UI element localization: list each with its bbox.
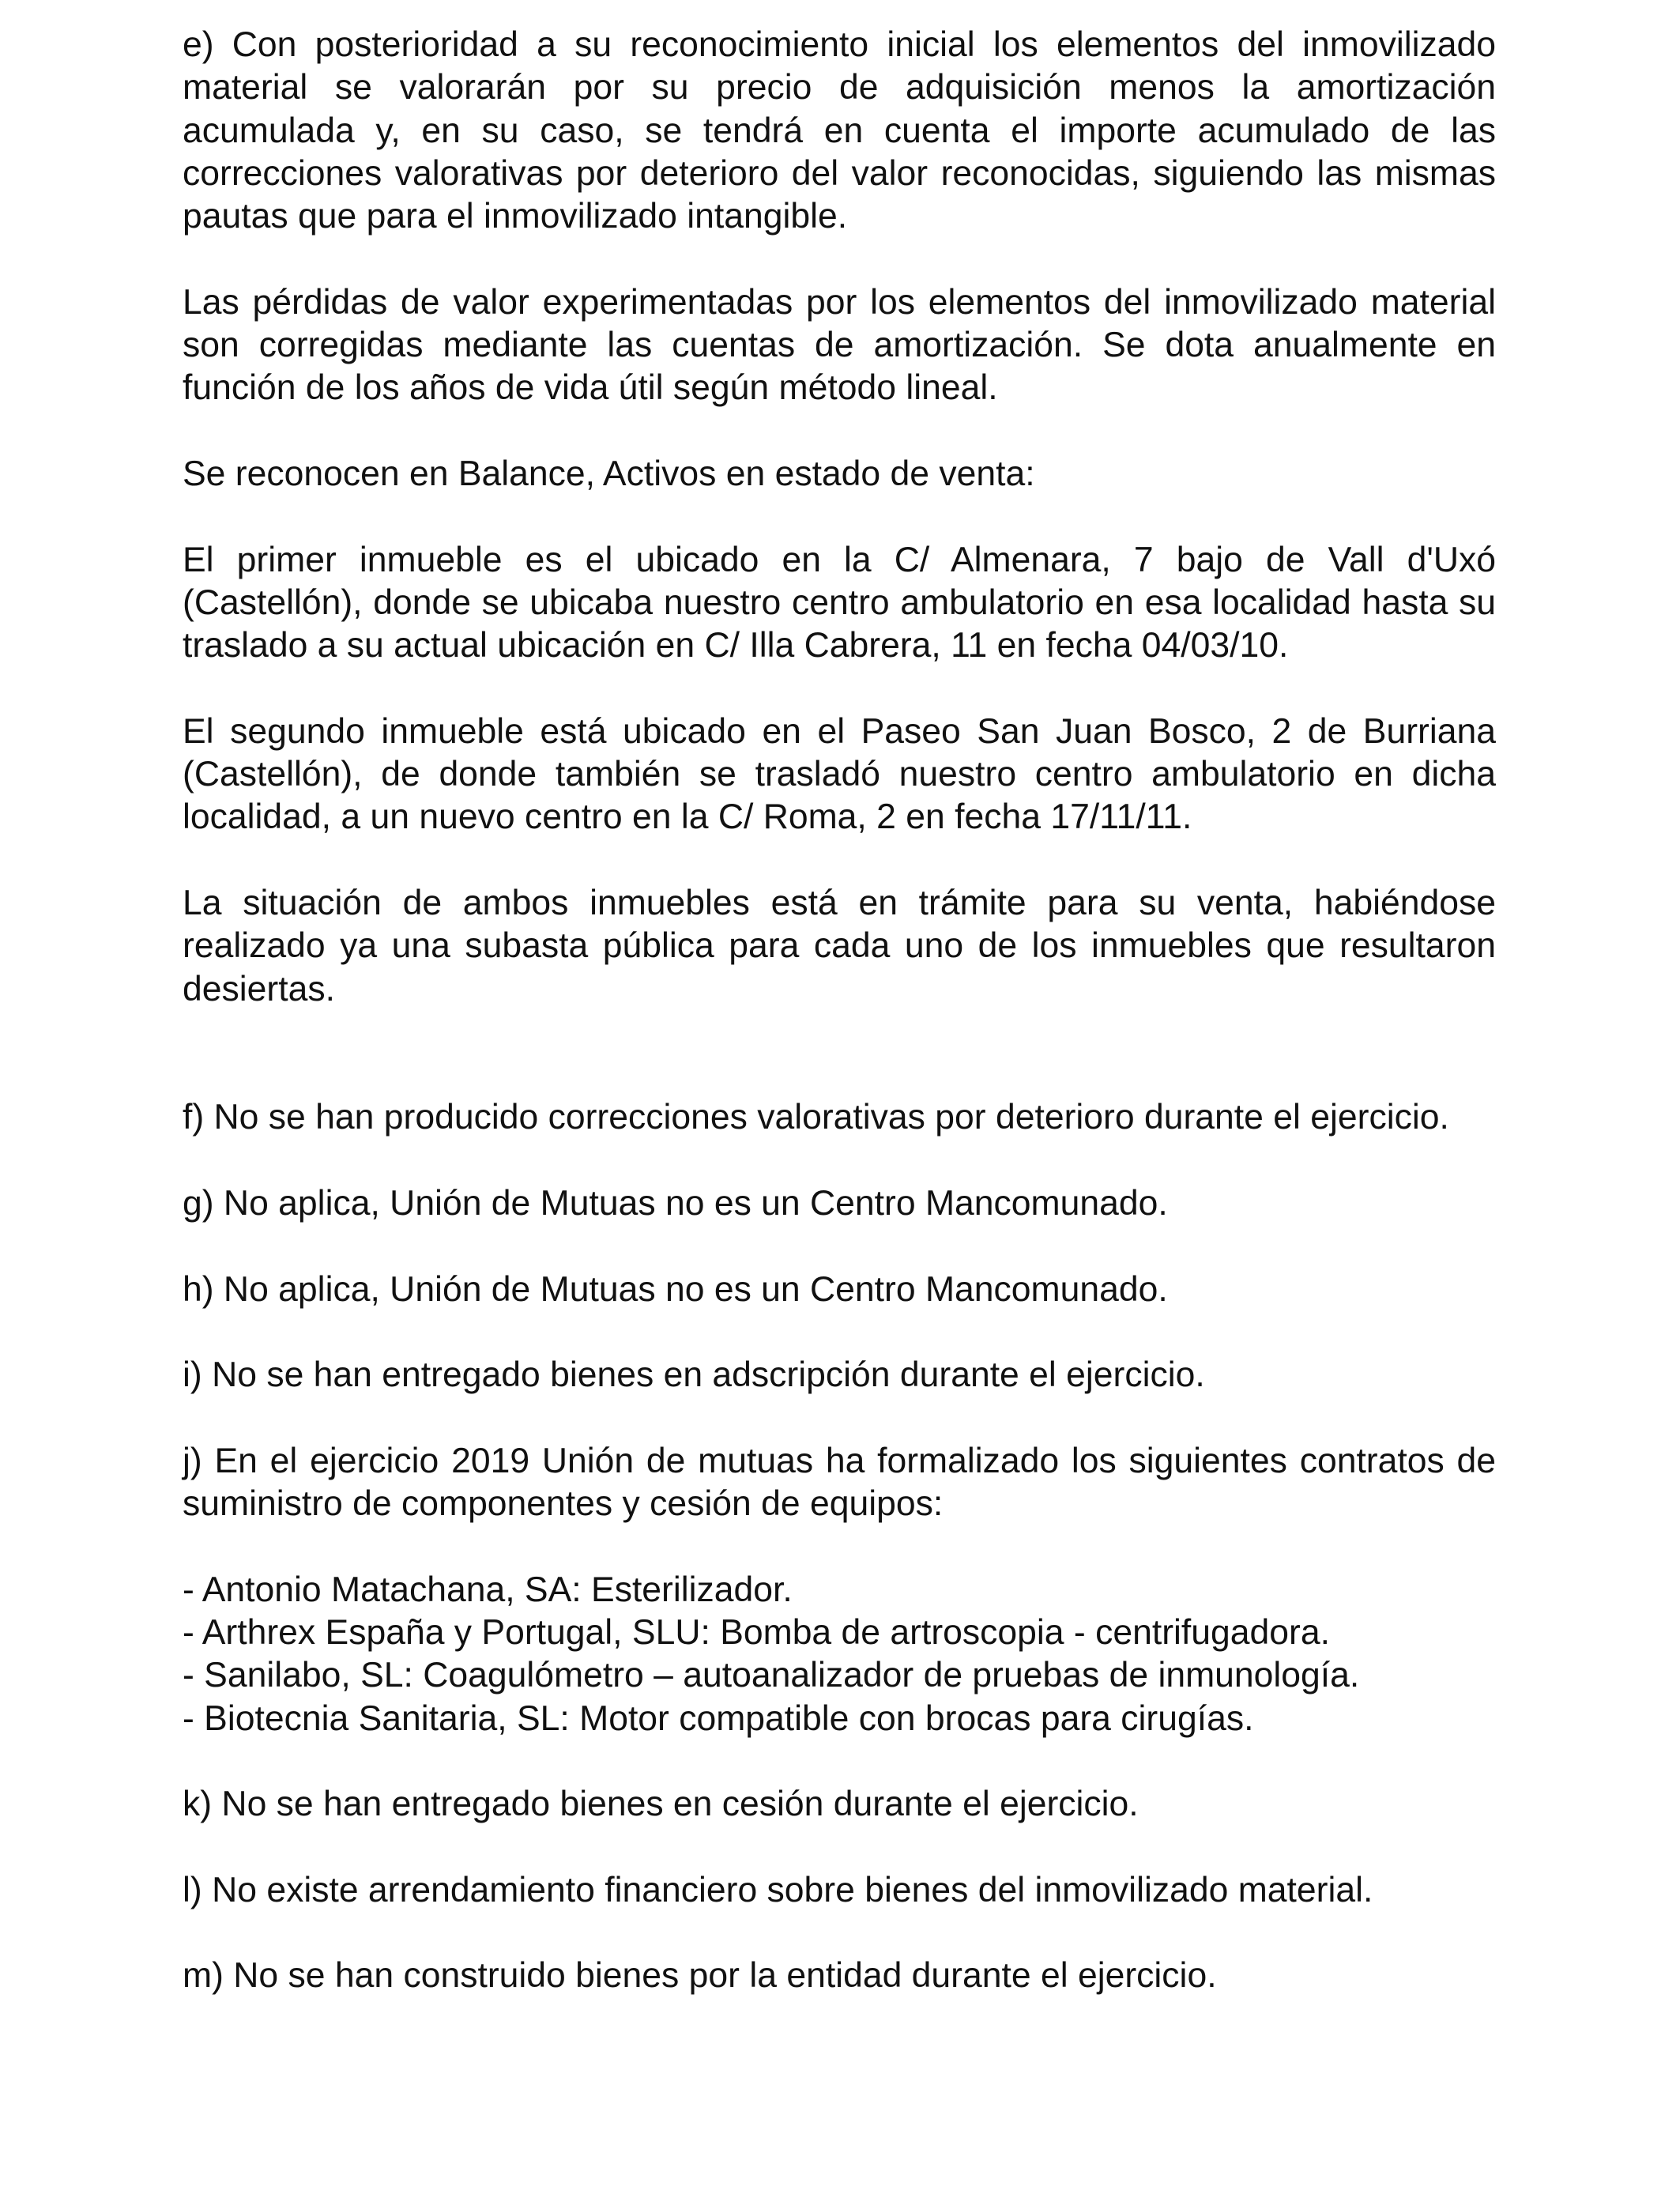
paragraph-l: l) No existe arrendamiento financiero sobre bienes del inmovilizado material.	[183, 1870, 1373, 1909]
list-item: - Arthrex España y Portugal, SLU: Bomba de artroscopia - centrifugadora.	[183, 1612, 1330, 1652]
paragraph-situacion: La situación de ambos inmuebles está en trámite para su venta, habiéndose realizado ya una subasta pública para cada uno de los inmuebles que resultaron desiertas.	[183, 883, 1496, 1008]
paragraph-primer-inmueble: El primer inmueble es el ubicado en la C/ Almenara, 7 bajo de Vall d'Uxó (Castellón), donde se ubicaba nuestro centro ambulatorio en esa localidad hasta su traslado a su actual ubicación en C/ Illa Cabrera, 11 en fecha 04/03/10.	[183, 540, 1496, 665]
paragraph-perdidas-valor: Las pérdidas de valor experimentadas por los elementos del inmovilizado material son corregidas mediante las cuentas de amortización. Se dota anualmente en función de los años de vida útil según método lineal.	[183, 282, 1496, 408]
paragraph-j: j) En el ejercicio 2019 Unión de mutuas ha formalizado los siguientes contratos de suministro de componentes y cesión de equipos:	[183, 1441, 1496, 1524]
document-page	[183, 24, 1496, 1998]
paragraph-g: g) No aplica, Unión de Mutuas no es un Centro Mancomunado.	[183, 1184, 1168, 1223]
paragraph-i: i) No se han entregado bienes en adscripción durante el ejercicio.	[183, 1355, 1205, 1395]
paragraph-segundo-inmueble: El segundo inmueble está ubicado en el Paseo San Juan Bosco, 2 de Burriana (Castellón), de donde también se trasladó nuestro centro ambulatorio en dicha localidad, a un nuevo centro en la C/ Roma, 2 en fecha 17/11/11.	[183, 711, 1496, 837]
paragraph-e: e) Con posterioridad a su reconocimiento inicial los elementos del inmovilizado material se valorarán por su precio de adquisición menos la amortización acumulada y, en su caso, se tendrá en cuenta el importe acumulado de las correcciones valorativas por deterioro del valor reconocidas, siguiendo las mismas pautas que para el inmovilizado intangible.	[183, 25, 1496, 236]
contracts-list	[183, 1569, 1496, 1740]
paragraph-m: m) No se han construido bienes por la entidad durante el ejercicio.	[183, 1956, 1217, 1996]
list-item: - Antonio Matachana, SA: Esterilizador.	[183, 1570, 793, 1609]
paragraph-h: h) No aplica, Unión de Mutuas no es un Centro Mancomunado.	[183, 1269, 1168, 1309]
list-item: - Sanilabo, SL: Coagulómetro – autoanalizador de pruebas de inmunología.	[183, 1656, 1360, 1695]
paragraph-k: k) No se han entregado bienes en cesión durante el ejercicio.	[183, 1785, 1139, 1824]
paragraph-activos-venta: Se reconocen en Balance, Activos en estado de venta:	[183, 454, 1035, 493]
paragraph-f: f) No se han producido correcciones valorativas por deterioro durante el ejercicio.	[183, 1098, 1449, 1137]
list-item: - Biotecnia Sanitaria, SL: Motor compatible con brocas para cirugías.	[183, 1698, 1254, 1738]
